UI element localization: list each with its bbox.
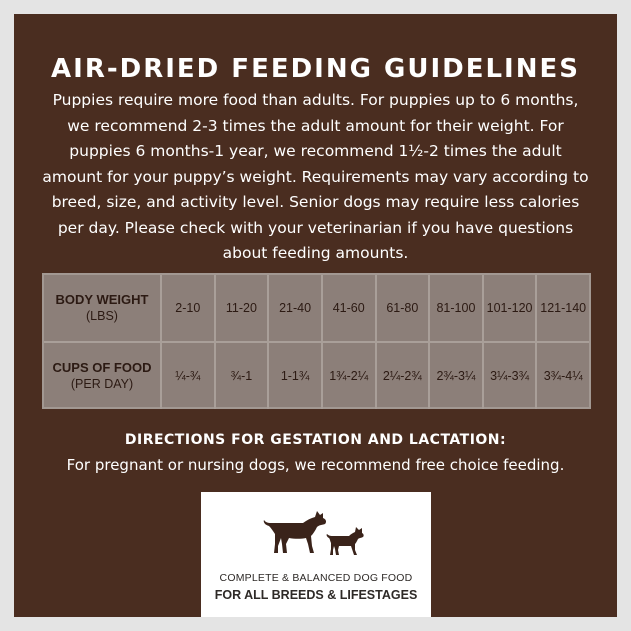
table-cell: 3¾-4¼	[535, 343, 589, 409]
table-cell: 2¼-2¾	[375, 343, 429, 409]
table-cell: 2¾-3¼	[428, 343, 482, 409]
table-cell: 101-120	[482, 275, 536, 341]
breeds-badge	[201, 492, 431, 617]
table-cell: 1-1¾	[267, 343, 321, 409]
feeding-guidelines-panel	[14, 14, 617, 617]
table-cell: ¼-¾	[160, 343, 214, 409]
cups-of-food-header	[44, 343, 160, 409]
cups-of-food-label: CUPS OF FOOD	[52, 360, 152, 375]
cups-of-food-unit: (PER DAY)	[70, 377, 134, 391]
table-cell: 21-40	[267, 275, 321, 341]
table-cell: 11-20	[214, 275, 268, 341]
directions-heading: DIRECTIONS FOR GESTATION AND LACTATION:	[124, 432, 507, 448]
table-cell: 2-10	[160, 275, 214, 341]
table-cell: 81-100	[428, 275, 482, 341]
badge-line-1: COMPLETE & BALANCED DOG FOOD	[219, 572, 413, 584]
intro-paragraph: Puppies require more food than adults. For puppies up to 6 months, we recommend 2-3 times the adult amount for their weight. For puppies 6 months-1 year, we recommend 1½-2 times the adult amount for your puppy’s weight. Requirements may vary according to breed, size, and activity level. Senior dogs may require less calories per day. Please check with your veterinarian if you have questions about feeding amounts.	[42, 91, 589, 262]
table-cell: ¾-1	[214, 343, 268, 409]
table-cell: 3¼-3¾	[482, 343, 536, 409]
body-weight-label: BODY WEIGHT	[55, 292, 149, 307]
table-cell: 41-60	[321, 275, 375, 341]
body-weight-unit: (LBS)	[86, 309, 118, 323]
page-title: AIR-DRIED FEEDING GUIDELINES	[51, 54, 580, 84]
dogs-icon	[263, 506, 369, 560]
body-weight-header	[44, 275, 160, 341]
feeding-table	[42, 273, 591, 409]
table-cell: 121-140	[535, 275, 589, 341]
cups-of-food-row	[44, 341, 589, 409]
table-cell: 1¾-2¼	[321, 343, 375, 409]
directions-text: For pregnant or nursing dogs, we recommend free choice feeding.	[66, 456, 565, 474]
badge-line-2: FOR ALL BREEDS & LIFESTAGES	[214, 588, 418, 602]
table-cell: 61-80	[375, 275, 429, 341]
body-weight-row	[44, 275, 589, 341]
